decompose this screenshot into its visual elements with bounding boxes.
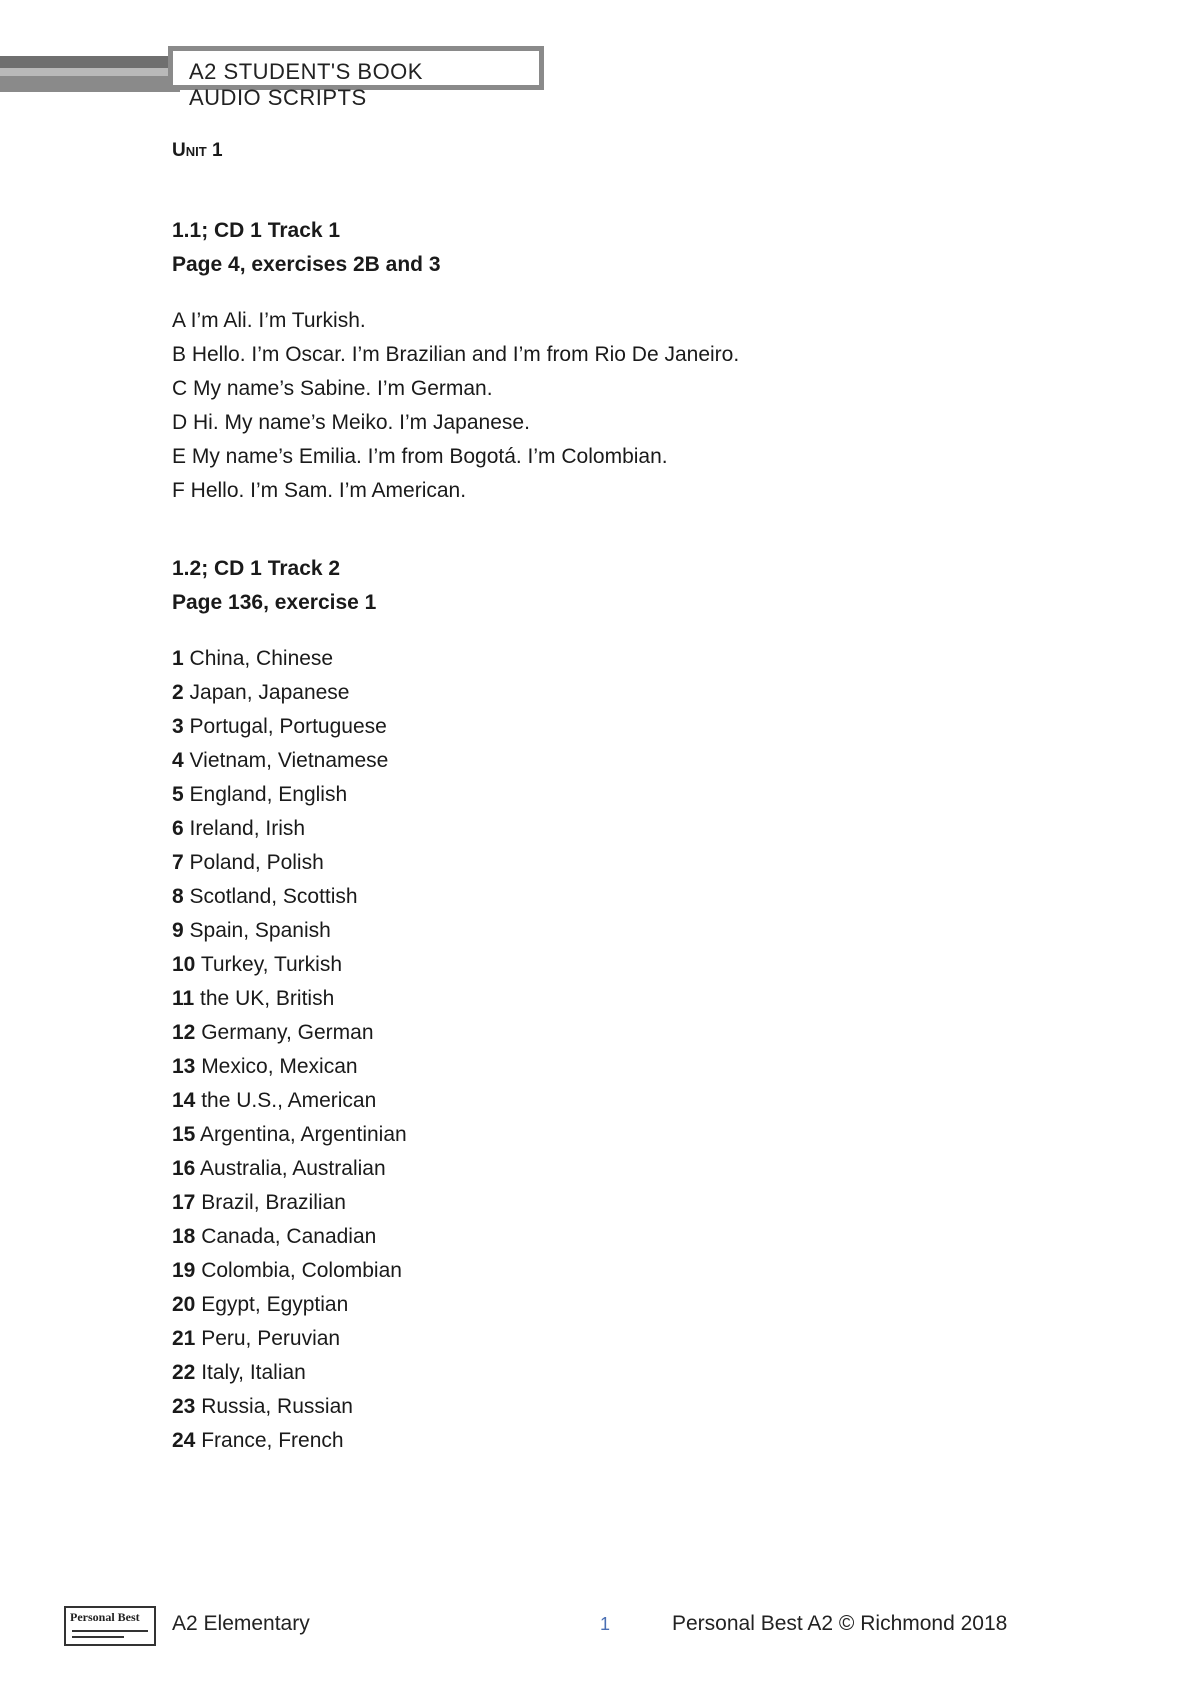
line-text: Brazil, Brazilian <box>195 1191 346 1214</box>
section-1-2 <box>172 552 1132 1458</box>
line-text: Russia, Russian <box>195 1395 353 1418</box>
line-number: 1 <box>172 647 184 670</box>
line-text: Poland, Polish <box>183 851 324 874</box>
script-line <box>172 372 1132 406</box>
script-line <box>172 778 1132 812</box>
script-line <box>172 1118 1132 1152</box>
line-number: 12 <box>172 1021 196 1044</box>
script-line <box>172 440 1132 474</box>
line-number: 7 <box>172 851 184 874</box>
script-line <box>172 812 1132 846</box>
line-text: Turkey, Turkish <box>195 953 343 976</box>
line-text: Peru, Peruvian <box>195 1327 341 1350</box>
line-number: 8 <box>172 885 184 908</box>
script-line <box>172 1050 1132 1084</box>
line-text: Scotland, Scottish <box>183 885 358 908</box>
page-footer <box>0 1600 1200 1660</box>
line-text: Argentina, Argentinian <box>195 1123 407 1146</box>
script-line <box>172 948 1132 982</box>
script-lines <box>172 304 1132 508</box>
line-text: F Hello. I’m Sam. I’m American. <box>172 479 467 502</box>
line-number: 21 <box>172 1327 196 1350</box>
personal-best-logo <box>64 1606 156 1646</box>
header-bar-dark <box>0 56 180 68</box>
line-number: 20 <box>172 1293 196 1316</box>
script-line <box>172 642 1132 676</box>
line-text: C My name’s Sabine. I’m German. <box>172 377 493 400</box>
line-number: 6 <box>172 817 184 840</box>
line-number: 16 <box>172 1157 196 1180</box>
script-line <box>172 710 1132 744</box>
line-number: 19 <box>172 1259 196 1282</box>
script-line <box>172 304 1132 338</box>
script-line <box>172 338 1132 372</box>
header-bar-light <box>0 68 180 76</box>
line-text: Portugal, Portuguese <box>183 715 387 738</box>
line-number: 22 <box>172 1361 196 1384</box>
script-line <box>172 1186 1132 1220</box>
script-line <box>172 1288 1132 1322</box>
logo-text: Personal Best <box>70 1610 140 1624</box>
line-number: 13 <box>172 1055 196 1078</box>
script-line <box>172 474 1132 508</box>
line-text: England, English <box>183 783 348 806</box>
footer-copyright: Personal Best A2 © Richmond 2018 <box>672 1612 1008 1635</box>
script-line <box>172 744 1132 778</box>
line-text: D Hi. My name’s Meiko. I’m Japanese. <box>172 411 530 434</box>
script-line <box>172 1390 1132 1424</box>
line-number: 17 <box>172 1191 196 1214</box>
line-number: 11 <box>172 987 195 1010</box>
line-text: Australia, Australian <box>195 1157 386 1180</box>
line-text: Spain, Spanish <box>183 919 331 942</box>
line-text: Mexico, Mexican <box>195 1055 358 1078</box>
script-line <box>172 1152 1132 1186</box>
script-line <box>172 982 1132 1016</box>
script-line <box>172 1356 1132 1390</box>
script-line <box>172 406 1132 440</box>
header-title-box <box>168 46 544 110</box>
footer-level: A2 Elementary <box>172 1612 310 1635</box>
script-line <box>172 1016 1132 1050</box>
line-number: 23 <box>172 1395 196 1418</box>
script-line <box>172 880 1132 914</box>
line-text: E My name’s Emilia. I’m from Bogotá. I’m Colombian. <box>172 445 668 468</box>
script-line <box>172 914 1132 948</box>
line-text: Italy, Italian <box>195 1361 306 1384</box>
line-number: 15 <box>172 1123 196 1146</box>
line-text: France, French <box>195 1429 344 1452</box>
unit-heading: Unit 1 <box>172 140 223 161</box>
line-text: Japan, Japanese <box>183 681 350 704</box>
line-text: Vietnam, Vietnamese <box>183 749 389 772</box>
header-title-line2: AUDIO SCRIPTS <box>189 85 367 110</box>
line-text: Ireland, Irish <box>183 817 306 840</box>
script-line <box>172 1424 1132 1458</box>
line-number: 3 <box>172 715 184 738</box>
line-text: Colombia, Colombian <box>195 1259 402 1282</box>
script-line <box>172 1322 1132 1356</box>
line-number: 24 <box>172 1429 196 1452</box>
document-body <box>172 140 1132 1458</box>
section-track-title: 1.2; CD 1 Track 2 <box>172 557 341 580</box>
line-text: the U.S., American <box>195 1089 377 1112</box>
section-page-title: Page 136, exercise 1 <box>172 591 377 614</box>
script-line <box>172 846 1132 880</box>
line-text: Germany, German <box>195 1021 374 1044</box>
line-text: B Hello. I’m Oscar. I’m Brazilian and I’m from Rio De Janeiro. <box>172 343 740 366</box>
line-number: 2 <box>172 681 184 704</box>
footer-page-number: 1 <box>600 1614 611 1634</box>
line-number: 4 <box>172 749 184 772</box>
section-track-title: 1.1; CD 1 Track 1 <box>172 219 341 242</box>
section-1-1 <box>172 214 1132 508</box>
line-number: 9 <box>172 919 184 942</box>
line-text: Canada, Canadian <box>195 1225 377 1248</box>
script-line <box>172 676 1132 710</box>
header-bar-mid <box>0 76 180 92</box>
script-line <box>172 1220 1132 1254</box>
line-number: 14 <box>172 1089 196 1112</box>
line-text: Egypt, Egyptian <box>195 1293 349 1316</box>
line-number: 5 <box>172 783 184 806</box>
header-title-line1: A2 STUDENT'S BOOK <box>189 59 423 84</box>
line-text: China, Chinese <box>183 647 334 670</box>
line-number: 18 <box>172 1225 196 1248</box>
script-line <box>172 1254 1132 1288</box>
line-text: A I’m Ali. I’m Turkish. <box>172 309 366 332</box>
script-lines <box>172 642 1132 1458</box>
section-page-title: Page 4, exercises 2B and 3 <box>172 253 441 276</box>
script-line <box>172 1084 1132 1118</box>
line-number: 10 <box>172 953 196 976</box>
line-text: the UK, British <box>194 987 335 1010</box>
